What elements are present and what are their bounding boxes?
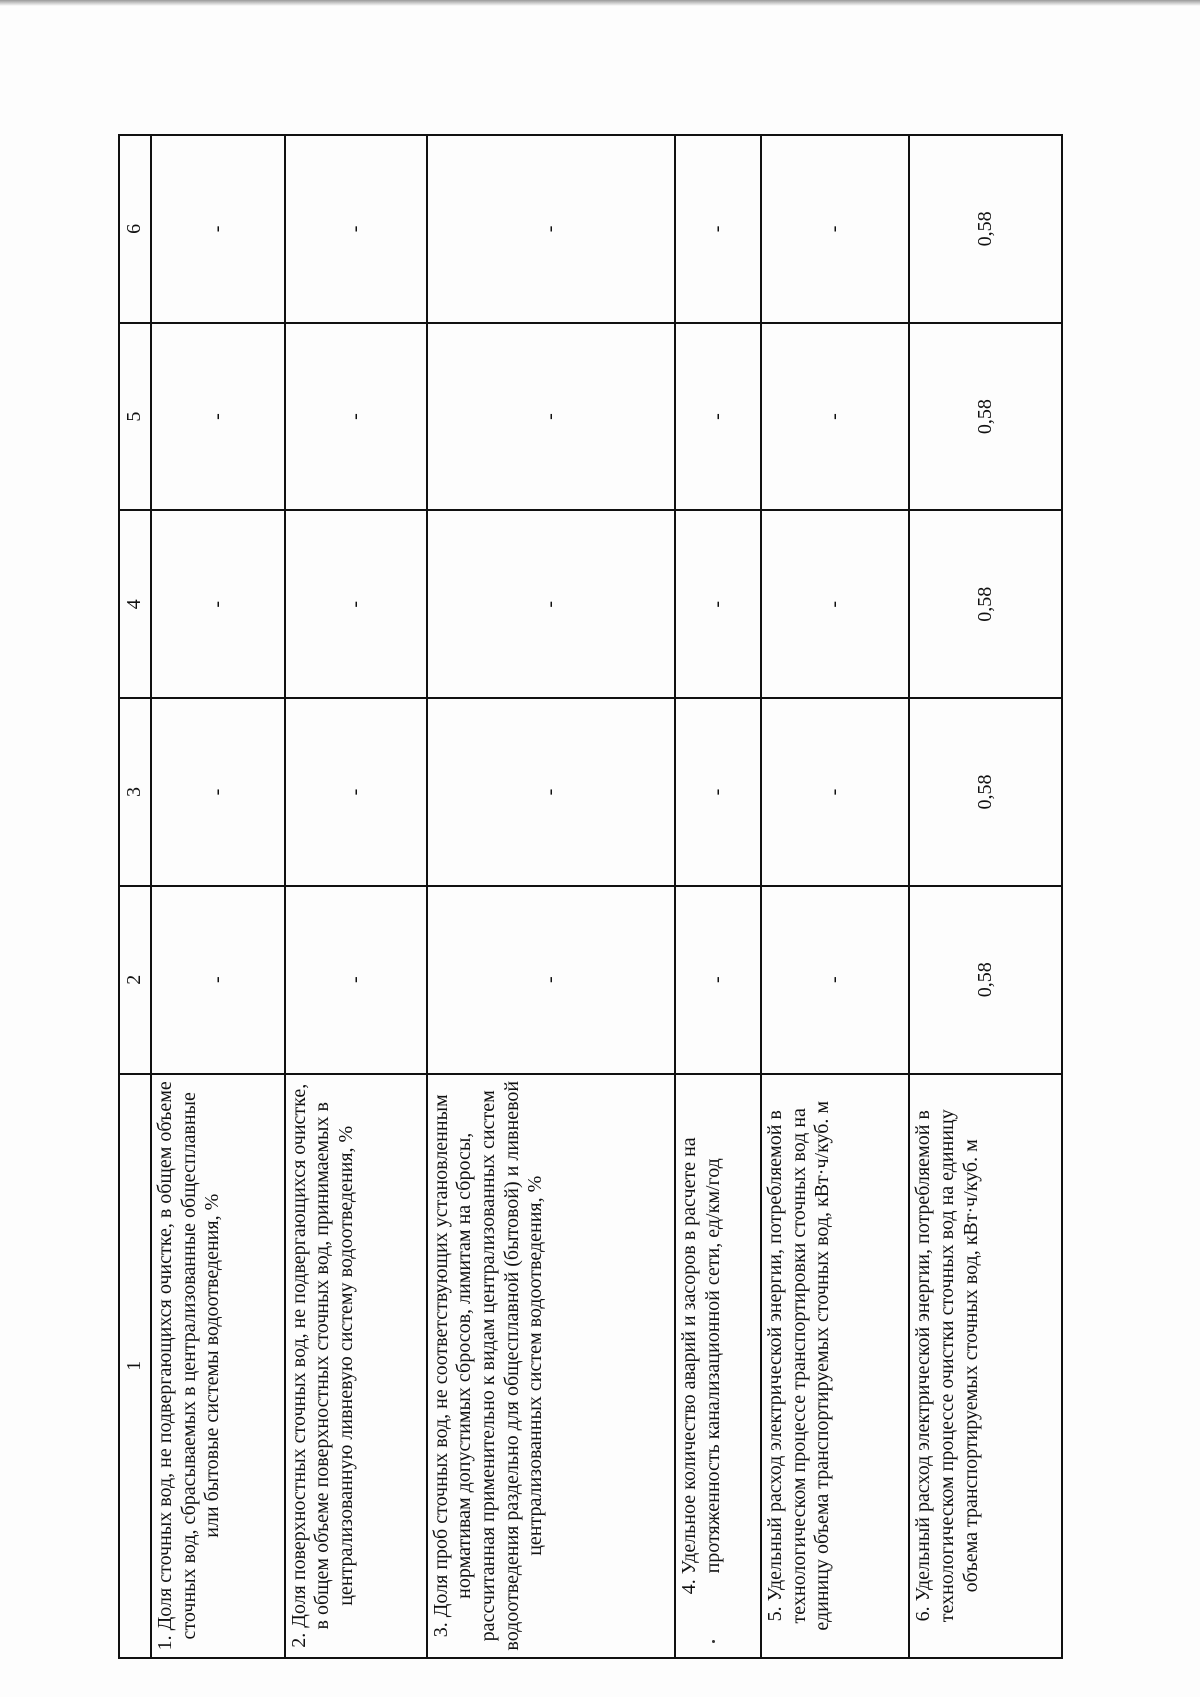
indicator-value: - [675,510,761,698]
indicator-value: - [285,886,427,1074]
indicator-value: 0,58 [909,698,1062,886]
rotated-page-content [118,134,1063,1659]
indicator-value: - [761,510,909,698]
indicator-value: - [151,886,285,1074]
indicator-description: 3. Доля проб сточных вод, не соответствующих установленным нормативам допустимых сбросов, лимитам на сбросы, рассчитанная применительно к видам централизованных систем водоотведения раздельно для общесплавной (бытовой) и ливневой централизованных систем водоотведения, % [427,1074,676,1658]
indicator-value: - [427,323,676,511]
indicator-description: 5. Удельный расход электрической энергии, потребляемой в технологическом процессе транспортировки сточных вод на единицу объема транспортируемых сточных вод, кВт·ч/куб. м [761,1074,909,1658]
indicator-description: 2. Доля поверхностных сточных вод, не подвергающихся очистке, в общем объеме поверхностных сточных вод, принимаемых в централизованную ливневую систему водоотведения, % [285,1074,427,1658]
indicator-value: - [761,323,909,511]
header-row [119,135,151,1658]
table-row [285,135,427,1658]
column-header: 4 [119,510,151,698]
indicator-value: 0,58 [909,323,1062,511]
indicator-value: 0,58 [909,510,1062,698]
table-row [675,135,761,1658]
indicator-value: - [285,323,427,511]
indicator-value: - [285,510,427,698]
indicator-description: 4. Удельное количество аварий и засоров в расчете на протяженность канализационной сети, ед/км/год [675,1074,761,1658]
indicator-value: - [761,698,909,886]
column-header: 6 [119,135,151,323]
indicator-value: 0,58 [909,886,1062,1074]
indicators-table [118,134,1063,1659]
indicator-value: - [151,510,285,698]
column-header: 5 [119,323,151,511]
column-header: 2 [119,886,151,1074]
scan-edge [0,0,1200,6]
indicator-value: - [427,135,676,323]
column-header: 1 [119,1074,151,1658]
table-row [427,135,676,1658]
indicator-value: - [285,698,427,886]
indicator-value: 0,58 [909,135,1062,323]
indicator-value: - [761,886,909,1074]
table-row [151,135,285,1658]
indicator-value: - [675,886,761,1074]
indicator-description: 6. Удельный расход электрической энергии, потребляемой в технологическом процессе очистки сточных вод на единицу объема транспортируемых сточных вод, кВт·ч/куб. м [909,1074,1062,1658]
column-header: 3 [119,698,151,886]
indicator-value: - [151,135,285,323]
indicator-value: - [675,135,761,323]
indicator-value: - [427,886,676,1074]
indicator-value: - [151,323,285,511]
indicator-value: - [427,510,676,698]
table-row [909,135,1062,1658]
indicator-value: - [675,698,761,886]
indicator-value: - [285,135,427,323]
indicator-value: - [675,323,761,511]
indicator-description: 1. Доля сточных вод, не подвергающихся очистке, в общем объеме сточных вод, сбрасываемых в централизованные общесплавные или бытовые системы водоотведения, % [151,1074,285,1658]
table-row [761,135,909,1658]
indicator-value: - [427,698,676,886]
indicator-value: - [151,698,285,886]
indicator-value: - [761,135,909,323]
